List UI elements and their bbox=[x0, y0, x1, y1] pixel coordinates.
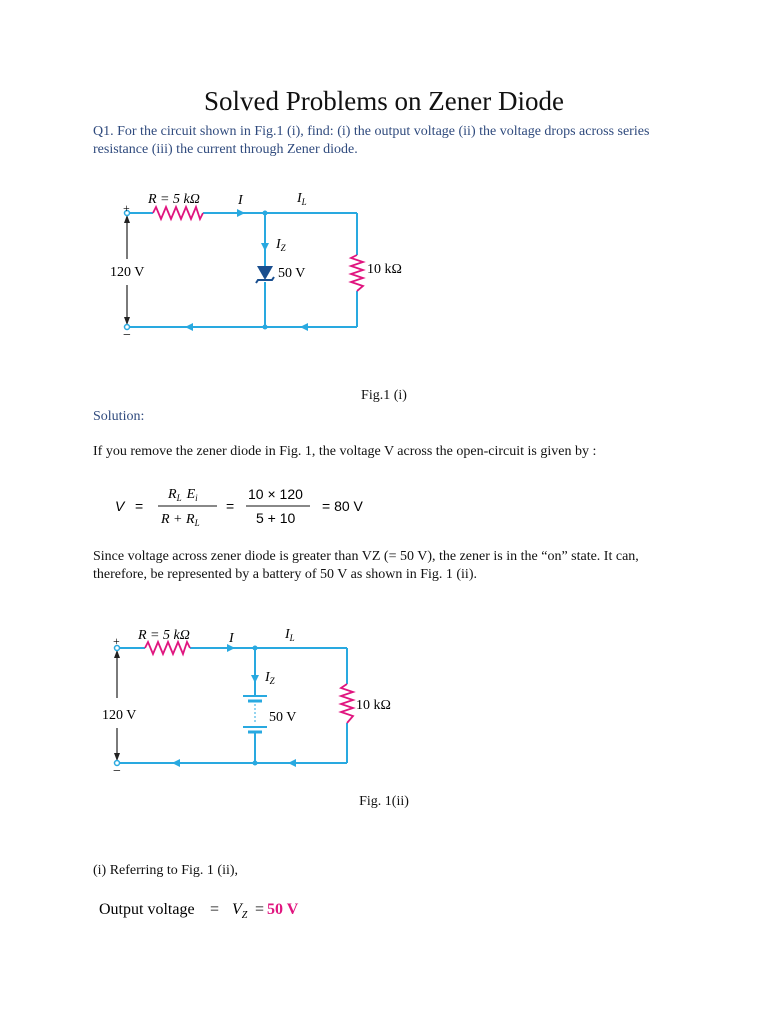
output-voltage-label: Output voltage bbox=[99, 901, 195, 918]
solution-label: Solution: bbox=[93, 409, 145, 424]
equation-result: = 80 V bbox=[322, 498, 363, 514]
circuit-figure-2 bbox=[90, 620, 420, 780]
load-current-label: $I_L$ bbox=[297, 191, 307, 207]
zener-current-label: $I_Z$ bbox=[276, 237, 286, 253]
current-label: I bbox=[229, 631, 234, 646]
source-voltage-label: 120 V bbox=[110, 265, 145, 280]
equation-equals: = bbox=[135, 498, 144, 514]
battery-symbol bbox=[243, 696, 267, 732]
circuit-figure-1 bbox=[90, 185, 420, 345]
zener-current-label: $I_Z$ bbox=[265, 670, 275, 686]
equation-equals-2: = bbox=[226, 498, 235, 514]
resistor-label: R = 5 kΩ bbox=[138, 628, 190, 643]
figure-2-caption: Fig. 1(ii) bbox=[359, 794, 409, 809]
load-resistance-label: 10 kΩ bbox=[367, 262, 402, 277]
resistor-symbol bbox=[145, 642, 190, 654]
output-voltage-line bbox=[96, 895, 356, 925]
resistor-label: R = 5 kΩ bbox=[148, 192, 200, 207]
minus-terminal: − bbox=[123, 328, 131, 343]
since-paragraph bbox=[93, 548, 683, 584]
load-resistor-symbol bbox=[341, 684, 353, 723]
page-title: Solved Problems on Zener Diode bbox=[204, 86, 564, 116]
output-variable: $V_Z$ bbox=[232, 901, 248, 921]
source-voltage-label: 120 V bbox=[102, 708, 137, 723]
output-equals: = bbox=[210, 901, 220, 918]
therefore-text: therefore, be represented by a battery of 50 V as shown in Fig. 1 (ii). bbox=[93, 567, 477, 582]
since-text: Since voltage across zener diode is greater than VZ (= 50 V), the zener is in the “on” state. It can, bbox=[93, 549, 639, 564]
referring-text: (i) Referring to Fig. 1 (ii), bbox=[93, 863, 239, 878]
question-text: Q1. For the circuit shown in Fig.1 (i), find: (i) the output voltage (ii) the voltage drops across series resistance (iii) the current through Zener diode. bbox=[93, 124, 650, 157]
output-equals-2: = bbox=[255, 901, 265, 918]
load-resistor-symbol bbox=[351, 255, 363, 291]
minus-terminal: − bbox=[113, 764, 121, 779]
fraction-1-denominator: $R + R_L$ bbox=[161, 512, 200, 528]
equation-lhs: V bbox=[115, 498, 125, 514]
battery-voltage-label: 50 V bbox=[269, 710, 297, 725]
resistor-symbol bbox=[153, 207, 203, 219]
voltage-equation bbox=[100, 480, 400, 530]
fraction-2-denominator: 5 + 10 bbox=[256, 510, 296, 526]
output-value: 50 V bbox=[267, 901, 299, 918]
fraction-1-numerator: $R_L$ $E_i$ bbox=[168, 487, 198, 503]
current-label: I bbox=[238, 193, 243, 208]
zener-diode-symbol bbox=[256, 266, 274, 283]
figure-1-caption: Fig.1 (i) bbox=[361, 388, 407, 403]
zener-voltage-label: 50 V bbox=[278, 266, 306, 281]
plus-terminal: + bbox=[123, 201, 130, 215]
fraction-2-numerator: 10 × 120 bbox=[248, 486, 303, 502]
remove-zener-text: If you remove the zener diode in Fig. 1, the voltage V across the open-circuit is given by : bbox=[93, 444, 597, 459]
load-resistance-label: 10 kΩ bbox=[356, 698, 391, 713]
plus-terminal: + bbox=[113, 634, 120, 648]
load-current-label: $I_L$ bbox=[285, 627, 295, 643]
